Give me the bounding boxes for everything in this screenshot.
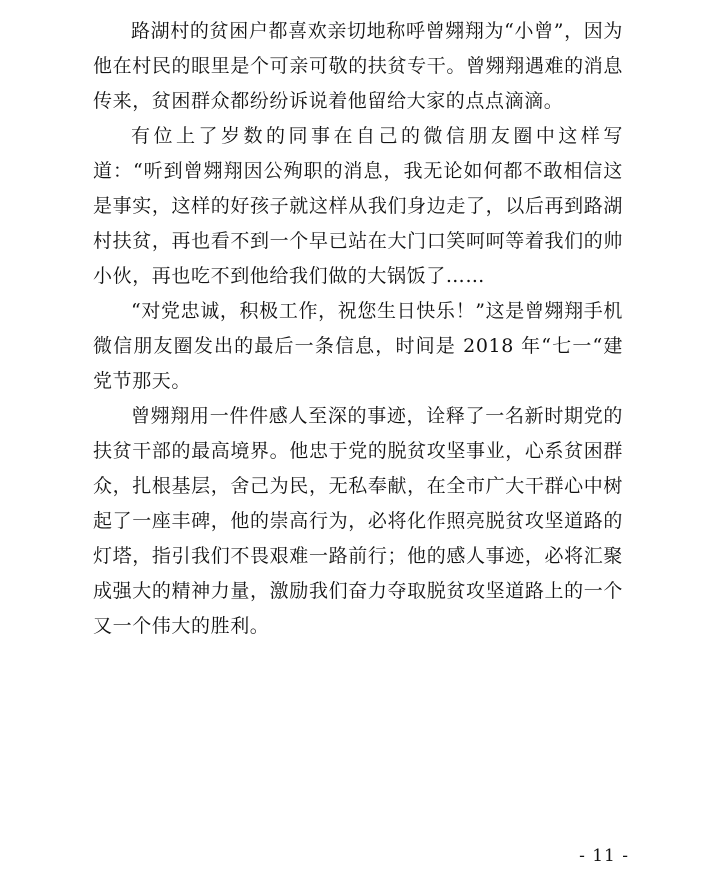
page-number: - 11 - — [579, 846, 629, 866]
paragraph-4: 曾翙翔用一件件感人至深的事迹，诠释了一名新时期党的扶贫干部的最高境界。他忠于党的脱贫攻坚事业，心系贫困群众，扎根基层，舍己为民，无私奉献，在全市广大干群心中树起了一座丰碑，他的崇高行为，必将化作照亮脱贫攻坚道路的灯塔，指引我们不畏艰难一路前行；他的感人事迹，必将汇聚成强大的精神力量，激励我们奋力夺取脱贫攻坚道路上的一个又一个伟大的胜利。 — [93, 405, 623, 637]
paragraph-1: 路湖村的贫困户都喜欢亲切地称呼曾翙翔为“小曾”，因为他在村民的眼里是个可亲可敬的扶贫专干。曾翙翔遇难的消息传来，贫困群众都纷纷诉说着他留给大家的点点滴滴。 — [93, 20, 623, 112]
document-body — [93, 14, 623, 644]
paragraph-3: “对党忠诚，积极工作，祝您生日快乐！”这是曾翙翔手机微信朋友圈发出的最后一条信息，时间是 2018 年“七一“建党节那天。 — [93, 300, 623, 392]
paragraph-2: 有位上了岁数的同事在自己的微信朋友圈中这样写道：“听到曾翙翔因公殉职的消息，我无论如何都不敢相信这是事实，这样的好孩子就这样从我们身边走了，以后再到路湖村扶贫，再也看不到一个早已站在大门口笑呵呵等着我们的帅小伙，再也吃不到他给我们做的大锅饭了…… — [93, 125, 623, 287]
